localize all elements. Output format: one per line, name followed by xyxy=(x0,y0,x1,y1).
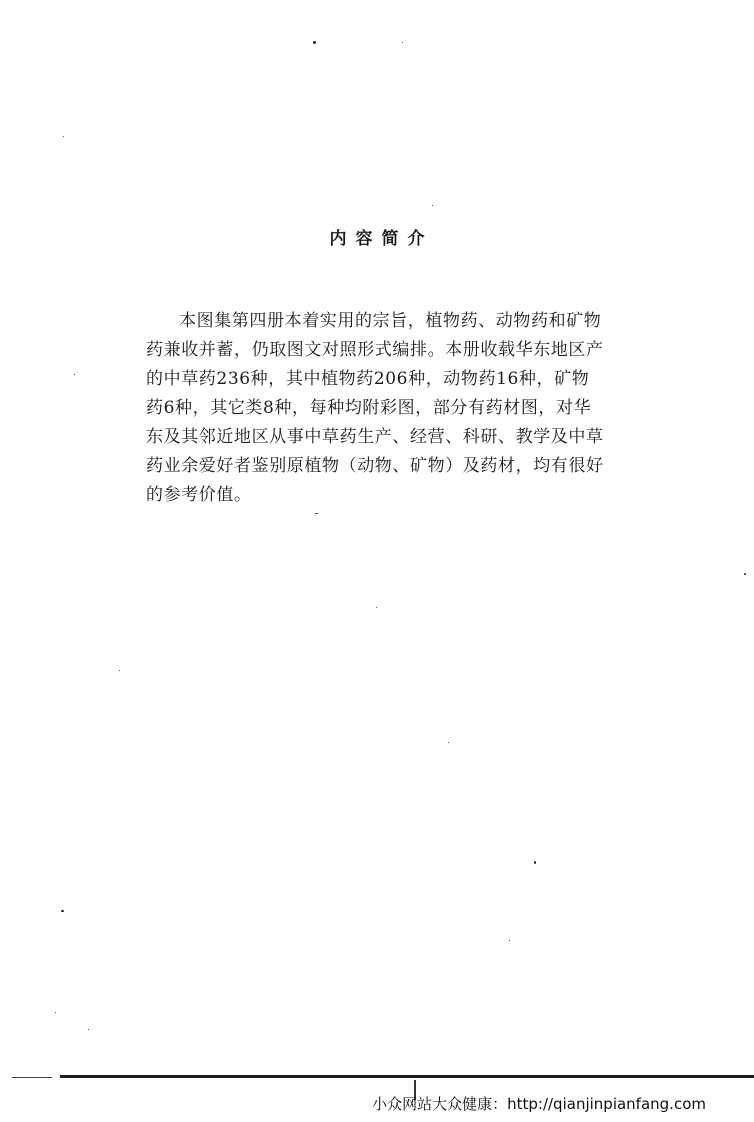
paragraph-line: 的参考价值。 xyxy=(146,485,252,505)
paragraph-line: 药业余爱好者鉴别原植物（动物、矿物）及药材，均有很好 xyxy=(146,456,604,476)
summary-paragraph xyxy=(146,307,642,510)
scan-speck xyxy=(55,1012,56,1013)
scan-speck xyxy=(63,136,64,137)
scan-speck xyxy=(432,205,433,206)
footer-rule xyxy=(60,1075,754,1078)
scan-speck xyxy=(534,861,536,864)
scan-speck xyxy=(313,41,316,44)
scan-speck xyxy=(402,42,403,43)
footer-watermark: 小众网站大众健康：http://qianjinpianfang.com xyxy=(372,1095,706,1113)
paragraph-line: 东及其邻近地区从事中草药生产、经营、科研、教学及中草 xyxy=(146,427,604,447)
scan-speck xyxy=(315,513,318,514)
scan-speck xyxy=(744,573,746,575)
scan-speck xyxy=(61,910,64,912)
scan-speck xyxy=(119,670,120,671)
scan-speck xyxy=(448,742,449,743)
paragraph-line: 的中草药236种，其中植物药206种，动物药16种，矿物 xyxy=(146,369,590,389)
page-title: 内容简介 xyxy=(329,229,434,249)
scan-speck xyxy=(509,940,510,941)
paragraph-line: 药兼收并蓄，仍取图文对照形式编排。本册收载华东地区产 xyxy=(146,340,604,360)
scan-speck xyxy=(88,1029,89,1030)
footer-rule-left xyxy=(12,1077,52,1078)
scan-speck xyxy=(376,607,377,608)
paragraph-line: 本图集第四册本着实用的宗旨，植物药、动物药和矿物 xyxy=(179,311,602,331)
paragraph-line: 药6种，其它类8种，每种均附彩图，部分有药材图，对华 xyxy=(146,398,592,418)
scan-speck xyxy=(74,374,75,375)
